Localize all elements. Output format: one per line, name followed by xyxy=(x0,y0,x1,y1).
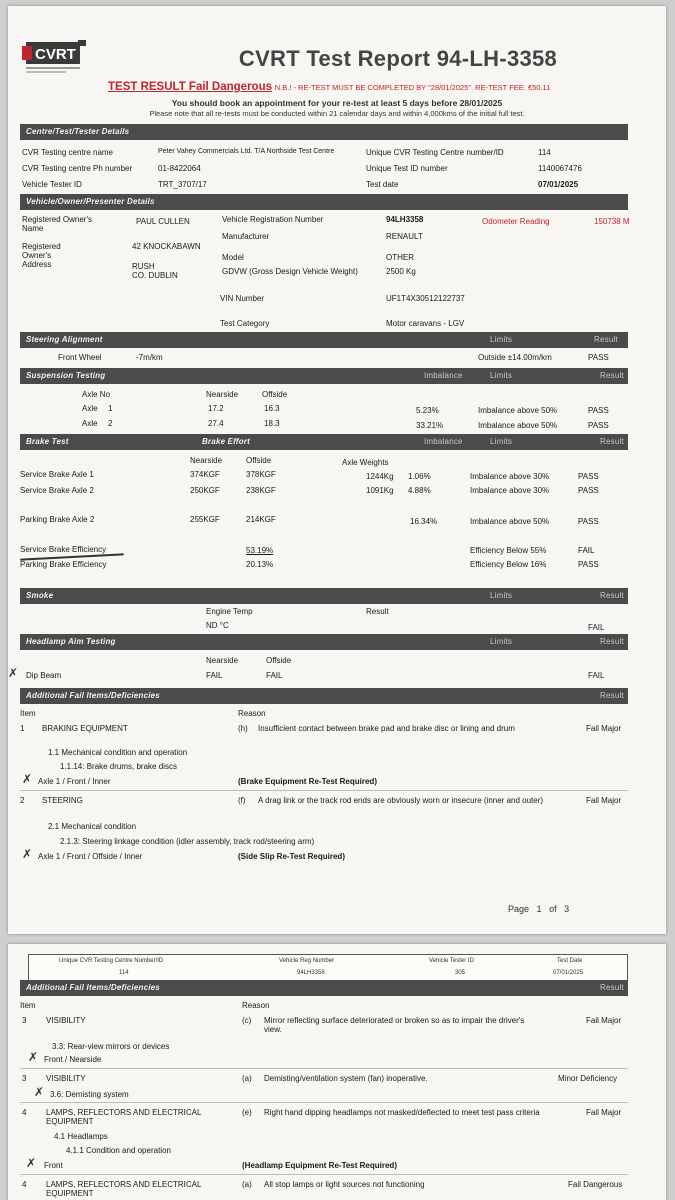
item-result: Fail Major xyxy=(586,796,622,805)
nearside-value: 17.2 xyxy=(208,404,224,413)
nearside-value: 255KGF xyxy=(190,515,220,524)
reason-text: Demisting/ventilation system (fan) inoperative. xyxy=(264,1074,428,1083)
section-suspension-testing xyxy=(20,368,628,384)
offside-value: 378KGF xyxy=(246,470,276,479)
item-location: Front xyxy=(44,1161,63,1170)
item-result: Fail Dangerous xyxy=(568,1180,623,1189)
test-date-header: Test Date xyxy=(557,958,583,964)
axle-no-header: Axle No xyxy=(82,390,111,399)
item-location: Axle 1 / Front / Offside / Inner xyxy=(38,852,143,861)
unique-test-label: Unique Test ID number xyxy=(366,164,448,173)
limits-header: Limits xyxy=(490,591,513,600)
manufacturer-label: Manufacturer xyxy=(222,232,270,241)
item-header: Item xyxy=(20,1001,36,1010)
item-sub-detail: 1.1.14: Brake drums, brake discs xyxy=(60,762,177,771)
owner-name-value: PAUL CULLEN xyxy=(136,217,190,226)
item-result: Fail Major xyxy=(586,1016,622,1025)
section-title: Suspension Testing xyxy=(26,371,106,380)
nearside-value: FAIL xyxy=(206,671,223,680)
handwritten-cross-icon: ✗ xyxy=(26,1156,37,1170)
test-date-value: 07/01/2025 xyxy=(538,180,579,189)
item-number: 3 xyxy=(22,1074,27,1083)
test-category-value: Motor caravans - LGV xyxy=(386,319,465,328)
section-title: Steering Alignment xyxy=(26,335,103,344)
reason-code: (f) xyxy=(238,796,246,805)
handwritten-cross-icon: ✗ xyxy=(22,772,33,786)
offside-value: 16.3 xyxy=(264,404,280,413)
item-location: Front / Nearside xyxy=(44,1055,102,1064)
centre-name-value: Peter Vahey Commercials Ltd. T/A Northside Test Centre xyxy=(158,148,335,155)
offside-header: Offside xyxy=(266,656,292,665)
front-wheel-result: PASS xyxy=(588,353,609,362)
front-wheel-label: Front Wheel xyxy=(58,353,102,362)
reason-code: (h) xyxy=(238,724,248,733)
page-number: 1 xyxy=(536,904,542,914)
item-retest-note: (Brake Equipment Re-Test Required) xyxy=(238,777,377,786)
report-title: CVRT Test Report 94-LH-3358 xyxy=(238,46,558,71)
tester-id-value: TRT_3707/17 xyxy=(158,180,207,189)
divider xyxy=(20,1068,628,1069)
result-header: Result xyxy=(594,335,618,344)
offside-header: Offside xyxy=(262,390,288,399)
limit-value: Efficiency Below 16% xyxy=(470,560,547,569)
reason-code: (e) xyxy=(242,1108,252,1117)
limits-header: Limits xyxy=(490,371,513,380)
limit-value: Imbalance above 50% xyxy=(478,421,558,430)
reason-code: (a) xyxy=(242,1180,252,1189)
limit-value: Imbalance above 30% xyxy=(470,486,550,495)
imbalance-value: 16.34% xyxy=(410,517,438,526)
smoke-result-value: FAIL xyxy=(588,623,605,632)
limits-header: Limits xyxy=(490,437,513,446)
section-additional-fail-items xyxy=(20,980,628,996)
item-number: 2 xyxy=(20,796,25,805)
tester-id-label: Vehicle Tester ID xyxy=(22,180,82,189)
brake-label: Service Brake Axle 2 xyxy=(20,486,94,495)
nearside-header: Nearside xyxy=(190,456,223,465)
test-date-value: 07/01/2025 xyxy=(553,970,584,976)
test-date-label: Test date xyxy=(366,180,399,189)
offside-value: FAIL xyxy=(266,671,283,680)
handwritten-cross-icon: ✗ xyxy=(8,666,19,680)
item-number: 1 xyxy=(20,724,25,733)
tester-id-header: Vehicle Tester ID xyxy=(429,958,474,964)
engine-temp-header: Engine Temp xyxy=(206,607,253,616)
nearside-header: Nearside xyxy=(206,390,239,399)
page-total: 3 xyxy=(564,904,570,914)
dip-beam-label: Dip Beam xyxy=(26,671,62,680)
section-headlamp-aim xyxy=(20,634,628,650)
efficiency-value: 53.19% xyxy=(246,546,274,555)
offside-value: 18.3 xyxy=(264,419,280,428)
item-sub-category: 3.3: Rear-view mirrors or devices xyxy=(52,1042,170,1051)
section-title: Additional Fail Items/Deficiencies xyxy=(26,983,160,992)
engine-temp-value: ND °C xyxy=(206,621,229,630)
item-name: LAMPS, REFLECTORS AND ELECTRICAL EQUIPMENT xyxy=(46,1108,202,1126)
vin-label: VIN Number xyxy=(220,294,265,303)
result-value: PASS xyxy=(588,406,609,415)
limit-value: Efficiency Below 55% xyxy=(470,546,547,555)
limits-header: Limits xyxy=(490,335,513,344)
address-line-1: 42 KNOCKABAWN xyxy=(132,242,201,251)
item-header: Item xyxy=(20,709,36,718)
imbalance-header: Imbalance xyxy=(424,371,463,380)
limit-value: Imbalance above 50% xyxy=(470,517,550,526)
item-location: Axle 1 / Front / Inner xyxy=(38,777,111,786)
cvrt-logo xyxy=(22,36,88,76)
unique-test-value: 1140067476 xyxy=(538,164,582,173)
centre-id-value: 114 xyxy=(119,970,129,976)
result-value: FAIL xyxy=(578,546,595,555)
model-label: Model xyxy=(222,253,244,262)
item-result: Fail Major xyxy=(586,1108,622,1117)
unique-centre-value: 114 xyxy=(538,148,551,157)
unique-centre-label: Unique CVR Testing Centre number/ID xyxy=(366,148,504,157)
divider xyxy=(20,1102,628,1103)
reason-header: Reason xyxy=(238,709,266,718)
axle-weight-value: 1244Kg xyxy=(366,472,394,481)
odometer-label: Odometer Reading xyxy=(482,217,550,226)
owner-name-label: Registered Owner's Name xyxy=(22,215,92,233)
reason-header: Reason xyxy=(242,1001,270,1010)
nearside-value: 250KGF xyxy=(190,486,220,495)
item-sub-category: 4.1 Headlamps xyxy=(54,1132,108,1141)
efficiency-label: Parking Brake Efficiency xyxy=(20,560,107,569)
page2-header-box xyxy=(28,954,628,982)
reason-text: A drag link or the track rod ends are obviously worn or insecure (inner and outer) xyxy=(258,796,544,805)
imbalance-value: 1.06% xyxy=(408,472,431,481)
vehicle-reg-value: 94LH3358 xyxy=(297,970,325,976)
item-name: VISIBILITY xyxy=(46,1016,86,1025)
item-sub-detail: 2.1.3: Steering linkage condition (idler assembly, track rod/steering arm) xyxy=(60,837,315,846)
item-name: LAMPS, REFLECTORS AND ELECTRICAL EQUIPMENT xyxy=(46,1180,202,1198)
reason-text: All stop lamps or light sources not functioning xyxy=(264,1180,425,1189)
axle-number: 2 xyxy=(108,419,113,428)
result-value: PASS xyxy=(578,517,599,526)
item-sub-category: 1.1 Mechanical condition and operation xyxy=(48,748,188,757)
limits-header: Limits xyxy=(490,637,513,646)
front-wheel-value: -7m/km xyxy=(136,353,163,362)
address-line-2: RUSH xyxy=(132,262,155,271)
manufacturer-value: RENAULT xyxy=(386,232,423,241)
reason-text: Right hand dipping headlamps not masked/deflected to meet test pass criteria xyxy=(264,1108,540,1117)
vehicle-reg-header: Vehicle Reg Number xyxy=(279,958,335,964)
efficiency-value: 20.13% xyxy=(246,560,274,569)
axle-label: Axle xyxy=(82,419,98,428)
section-additional-fail-items xyxy=(20,688,628,704)
item-number: 3 xyxy=(22,1016,27,1025)
reg-value: 94LH3358 xyxy=(386,215,424,224)
page-of-label: of xyxy=(549,904,557,914)
report-page-2 xyxy=(8,944,666,1200)
imbalance-value: 5.23% xyxy=(416,406,439,415)
reason-code: (a) xyxy=(242,1074,252,1083)
vin-value: UF1T4X30512122737 xyxy=(386,294,465,303)
item-name: BRAKING EQUIPMENT xyxy=(42,724,128,733)
retest-note: N.B.! - RE-TEST MUST BE COMPLETED BY "28/01/2025". RE-TEST FEE: €50.11 xyxy=(274,83,551,92)
section-smoke xyxy=(20,588,628,604)
address-line-3: CO. DUBLIN xyxy=(132,271,178,280)
front-wheel-limit: Outside ±14.00m/km xyxy=(478,353,552,362)
axle-weight-value: 1091Kg xyxy=(366,486,394,495)
result-value: PASS xyxy=(578,472,599,481)
test-category-label: Test Category xyxy=(220,319,270,328)
reg-label: Vehicle Registration Number xyxy=(222,215,324,224)
section-title: Additional Fail Items/Deficiencies xyxy=(26,691,160,700)
reason-text: Mirror reflecting surface deteriorated or broken so as to impair the driver's view. xyxy=(264,1016,525,1034)
handwritten-cross-icon: ✗ xyxy=(34,1085,45,1099)
offside-value: 214KGF xyxy=(246,515,276,524)
section-title: Brake Test xyxy=(26,437,69,446)
divider xyxy=(20,1174,628,1175)
nearside-value: 27.4 xyxy=(208,419,224,428)
retest-notice: You should book an appointment for your re-test at least 5 days before 28/01/2025 xyxy=(171,98,503,108)
item-sub-category: 3.6: Demisting system xyxy=(50,1090,129,1099)
result-header: Result xyxy=(600,437,624,446)
logo-text: CVRT xyxy=(35,46,76,63)
result-header: Result xyxy=(600,637,624,646)
item-name: VISIBILITY xyxy=(46,1074,86,1083)
handwritten-cross-icon: ✗ xyxy=(22,847,33,861)
item-number: 4 xyxy=(22,1108,27,1117)
brake-label: Service Brake Axle 1 xyxy=(20,470,94,479)
brake-effort-header: Brake Effort xyxy=(202,437,251,446)
result-header: Result xyxy=(600,371,624,380)
reason-text: Insufficient contact between brake pad and brake disc or lining and drum xyxy=(258,724,515,733)
axle-label: Axle xyxy=(82,404,98,413)
centre-phone-label: CVR Testing centre Ph number xyxy=(22,164,133,173)
section-title: Centre/Test/Tester Details xyxy=(26,127,130,136)
model-value: OTHER xyxy=(386,253,414,262)
item-result: Fail Major xyxy=(586,724,622,733)
offside-header: Offside xyxy=(246,456,272,465)
section-title: Vehicle/Owner/Presenter Details xyxy=(26,197,155,206)
centre-phone-value: 01-8422064 xyxy=(158,164,201,173)
item-sub-detail: 4.1.1 Condition and operation xyxy=(66,1146,171,1155)
item-sub-category: 2.1 Mechanical condition xyxy=(48,822,137,831)
result-header: Result xyxy=(600,591,624,600)
imbalance-value: 4.88% xyxy=(408,486,431,495)
owner-address-label: Registered Owner's Address xyxy=(22,242,61,269)
item-name: STEERING xyxy=(42,796,83,805)
odometer-value: 150738 M xyxy=(594,217,630,226)
axle-number: 1 xyxy=(108,404,113,413)
section-steering-alignment xyxy=(20,332,628,348)
section-vehicle-details xyxy=(20,194,628,210)
retest-conditions: Please note that all re-tests must be conducted within 21 calendar days and within 4,000kms of the initial full test. xyxy=(149,109,525,118)
efficiency-label: Service Brake Efficiency xyxy=(20,545,107,554)
item-retest-note: (Headlamp Equipment Re-Test Required) xyxy=(242,1161,397,1170)
smoke-result-header: Result xyxy=(366,607,389,616)
result-header: Result xyxy=(600,691,624,700)
reason-code: (c) xyxy=(242,1016,252,1025)
offside-value: 238KGF xyxy=(246,486,276,495)
brake-label: Parking Brake Axle 2 xyxy=(20,515,95,524)
nearside-value: 374KGF xyxy=(190,470,220,479)
axle-weights-header: Axle Weights xyxy=(342,458,389,467)
nearside-header: Nearside xyxy=(206,656,239,665)
page-label: Page xyxy=(508,904,530,914)
limit-value: Imbalance above 50% xyxy=(478,406,558,415)
result-value: PASS xyxy=(588,421,609,430)
section-brake-test xyxy=(20,434,628,450)
limit-value: Imbalance above 30% xyxy=(470,472,550,481)
gdvw-value: 2500 Kg xyxy=(386,267,416,276)
report-page-1 xyxy=(8,6,666,934)
section-title: Smoke xyxy=(26,591,54,600)
result-value: PASS xyxy=(578,560,599,569)
divider xyxy=(20,790,628,791)
item-number: 4 xyxy=(22,1180,27,1189)
imbalance-header: Imbalance xyxy=(424,437,463,446)
page-footer xyxy=(508,904,569,914)
centre-id-header: Unique CVR Testing Centre Number/ID xyxy=(59,958,164,964)
section-centre-details xyxy=(20,124,628,140)
test-result-line xyxy=(108,81,550,93)
handwritten-cross-icon: ✗ xyxy=(28,1050,39,1064)
tester-id-value: 305 xyxy=(455,970,466,976)
result-value: PASS xyxy=(578,486,599,495)
imbalance-value: 33.21% xyxy=(416,421,444,430)
centre-name-label: CVR Testing centre name xyxy=(22,148,114,157)
test-result-label: TEST RESULT Fail Dangerous xyxy=(108,81,272,93)
section-title: Headlamp Aim Testing xyxy=(26,637,116,646)
item-retest-note: (Side Slip Re-Test Required) xyxy=(238,852,345,861)
gdvw-label: GDVW (Gross Design Vehicle Weight) xyxy=(222,267,358,276)
result-value: FAIL xyxy=(588,671,605,680)
item-result: Minor Deficiency xyxy=(558,1074,618,1083)
result-header: Result xyxy=(600,983,624,992)
